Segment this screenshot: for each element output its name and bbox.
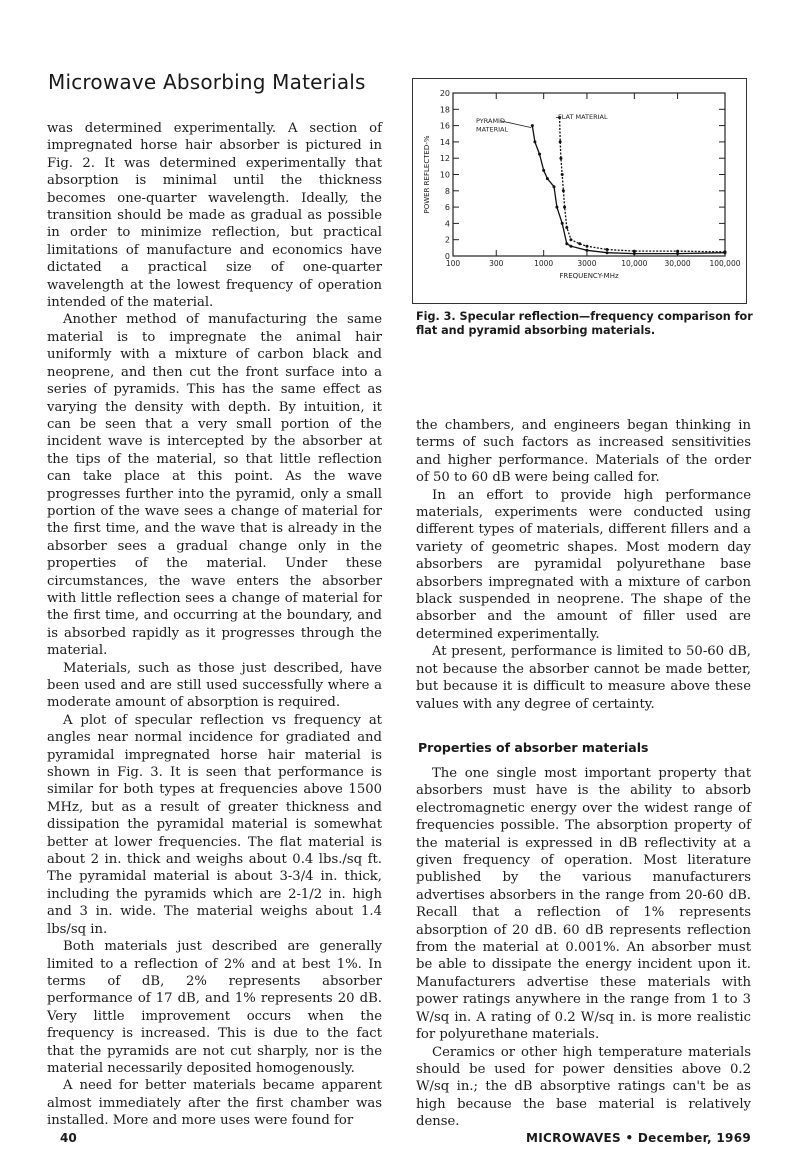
data-point (552, 185, 555, 188)
paragraph: The one single most important property that absorbers must have is the ability to absorb electromagnetic energy over the widest range of frequencies possible. The absorption property of the material is expressed in dB reflectivity at a given frequency of operation. Most literature published by the various manufacturers advertises absorbers in the range from 20-60 dB. Recall that a reflection of 1% represents absorption of 20 dB. 60 dB represents reflection from the material at 0.001%. An absorber must be able to dissipate the energy incident upon it. Manufacturers advertise these materials with power ratings anywhere in the range from 1 to 3 W/sq in. A rating of 0.2 W/sq in. is more realistic for polyurethane materials. (416, 766, 751, 1043)
paragraph: Another method of manufacturing the same material is to impregnate the animal hair uniformly with a mixture of carbon black and neoprene, and then cut the front surface into a series of pyramids. This has the same effect as varying the density with depth. By intuition, it can be seen that a very small portion of the incident wave is intercepted by the absorber at the tips of the material, so that little reflection can take place at this point. As the wave progresses further into the pyramid, only a small portion of the wave sees a change of material for the first time, and the wave that is already in the absorber sees a gradual change only in the properties of the material. Under these circumstances, the wave enters the absorber with little reflection sees a change of material for the first time, and occurring at the boundary, and is absorbed rapidly as it progresses through the material. (47, 312, 382, 659)
page-title: Microwave Absorbing Materials (48, 70, 366, 94)
y-tick-label: 10 (439, 170, 450, 180)
y-tick-label: 14 (439, 137, 450, 147)
data-point (559, 140, 562, 143)
data-point (676, 250, 679, 253)
section-heading: Properties of absorber materials (418, 740, 649, 755)
y-tick-label: 12 (439, 154, 450, 164)
data-point (606, 248, 609, 251)
data-point (533, 140, 536, 143)
data-point (542, 169, 545, 172)
data-point (724, 250, 727, 253)
data-point (555, 206, 558, 209)
data-point (606, 251, 609, 254)
x-tick-label: 100,000 (709, 259, 741, 268)
data-point (569, 245, 572, 248)
y-tick-label: 8 (444, 186, 450, 196)
paragraph: A plot of specular reflection vs frequency at angles near normal incidence for gradiated and pyramidal impregnated horse hair material is shown in Fig. 3. It is seen that performance is similar for both types at frequencies above 1500 MHz, but as a result of greater thickness and dissipation the pyramidal material is somewhat better at lower frequencies. The flat material is about 2 in. thick and weighs about 0.4 lbs./sq ft. The pyramidal material is about 3-3/4 in. thick, including the pyramids which are 2-1/2 in. high and 3 in. wide. The material weighs about 1.4 lbs/sq in. (47, 712, 382, 937)
paragraph: was determined experimentally. A section of impregnated horse hair absorber is pictured in Fig. 2. It was determined experimentally that absorption is minimal until the thickness becomes one-quarter wavelength. Ideally, the transition should be made as gradual as possible in order to minimize reflection, but practical limitations of manufacture and economics have dictated a practical size of one-quarter wavelength at the lowest frequency of operation intended of the material. (47, 121, 382, 311)
data-point (585, 245, 588, 248)
paragraph: At present, performance is limited to 50-60 dB, not because the absorber cannot be made better, but because it is difficult to measure above these values with any degree of certainty. (416, 644, 751, 712)
data-point (546, 177, 549, 180)
journal-footer: MICROWAVES • December, 1969 (526, 1131, 751, 1145)
paragraph: Materials, such as those just described, have been used and are still used successfully where a moderate amount of absorption is required. (47, 660, 382, 711)
x-tick-label: 100 (445, 259, 461, 268)
data-point (633, 250, 636, 253)
paragraph: the chambers, and engineers began thinking in terms of such factors as increased sensitivities and higher performance. Materials of the order of 50 to 60 dB were being called for. (416, 418, 751, 486)
data-point (569, 238, 572, 241)
figure-caption: Fig. 3. Specular reflection—frequency comparison for flat and pyramid absorbing materials. (416, 310, 753, 337)
data-point (585, 249, 588, 252)
left-column (47, 120, 382, 1130)
pyramid-series-line (532, 126, 725, 254)
x-tick-label: 1000 (534, 259, 554, 268)
paragraph: In an effort to provide high performance materials, experiments were conducted using different types of materials, different fillers and a variety of geometric shapes. Most modern day absorbers are pyramidal polyurethane base absorbers impregnated with a mixture of carbon black suspended in neoprene. The shape of the absorber and the amount of filler used are determined experimentally. (416, 487, 751, 642)
x-tick-label: 30,000 (664, 259, 691, 268)
y-tick-label: 4 (444, 219, 450, 229)
paragraph: Ceramics or other high temperature materials should be used for power densities above 0.2 W/sq in.; the dB absorptive ratings can't be as high because the base material is relatively dense. (416, 1044, 751, 1130)
y-tick-label: 6 (444, 203, 450, 213)
x-axis-label: FREQUENCY-MHz (559, 272, 619, 280)
data-point (561, 173, 564, 176)
figure-3 (412, 78, 747, 304)
data-point (559, 157, 562, 160)
data-point (531, 124, 534, 127)
x-tick-label: 10,000 (621, 259, 648, 268)
data-point (565, 242, 568, 245)
data-point (538, 153, 541, 156)
data-point (565, 226, 568, 229)
data-point (578, 242, 581, 245)
x-tick-label: 300 (489, 259, 504, 268)
paragraph: Both materials just described are generally limited to a reflection of 2% and at best 1%. In terms of dB, 2% represents absorber performance of 17 dB, and 1% represents 20 dB. Very little improvement occurs when the frequency is increased. This is due to the fact that the pyramids are not cut sharply, nor is the material necessarily deposited homogenously. (47, 939, 382, 1076)
y-tick-label: 18 (439, 105, 450, 115)
data-point (561, 222, 564, 225)
reflection-chart (413, 79, 746, 303)
data-point (563, 206, 566, 209)
pyramid-series-label: MATERIAL (476, 125, 509, 134)
data-point (562, 189, 565, 192)
flat-series-label: FLAT MATERIAL (558, 113, 608, 122)
x-tick-label: 3000 (577, 259, 597, 268)
y-tick-label: 20 (439, 89, 450, 98)
y-axis-label: POWER REFLECTED-% (423, 135, 431, 214)
y-tick-label: 16 (439, 121, 450, 131)
y-tick-label: 2 (444, 235, 450, 245)
flat-series-line (560, 118, 725, 252)
pyramid-series-label: PYRAMID (476, 117, 505, 126)
right-column-top (416, 417, 751, 713)
right-column-bottom (416, 765, 751, 1131)
y-tick-label: 0 (444, 252, 450, 261)
paragraph: A need for better materials became apparent almost immediately after the first chamber was installed. More and more uses were found for (47, 1078, 382, 1129)
page-number: 40 (60, 1131, 77, 1145)
